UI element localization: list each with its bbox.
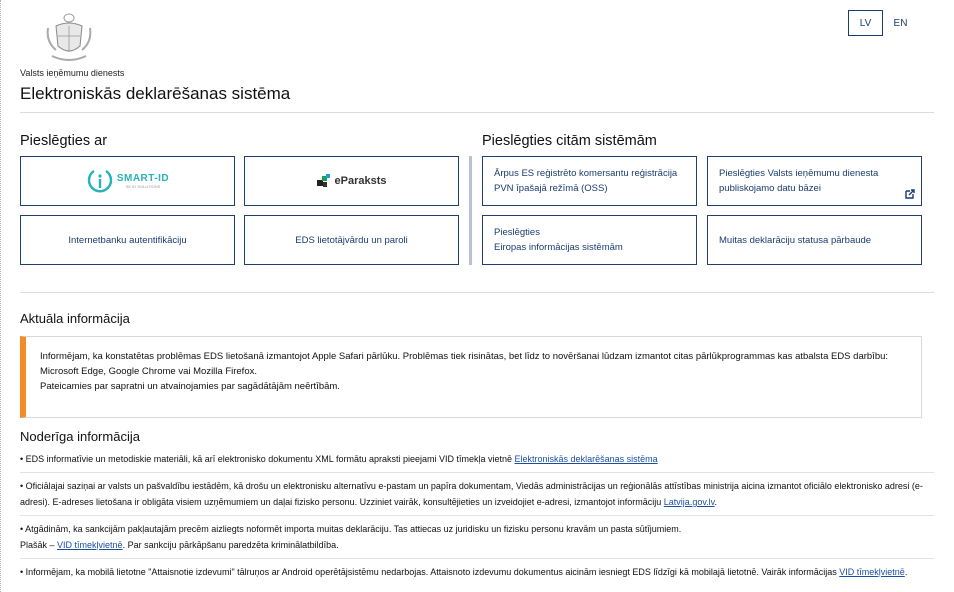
page-title: Elektroniskās deklarēšanas sistēma	[20, 84, 291, 103]
news-title: Aktuāla informācija	[20, 311, 130, 326]
useful-item-text: • Atgādinām, ka sankcijām pakļautajām precēm aizliegts noformēt importa muitas deklarāciju. Tas attiecas uz juridisku un fizisku personu kravām un pasta sūtījumiem.	[20, 524, 682, 534]
eu-systems-label	[494, 225, 623, 255]
eparaksts-logo	[317, 174, 387, 188]
useful-item-end: . Par sankciju pārkāpšanu paredzēta kriminālatbildība.	[122, 540, 339, 550]
lang-en-button[interactable]: EN	[893, 17, 908, 29]
smart-id-icon	[86, 167, 114, 195]
other-systems-title: Pieslēgties citām sistēmām	[482, 133, 657, 149]
external-link-icon	[905, 189, 915, 199]
list-item	[20, 516, 934, 559]
eu-systems-line1: Pieslēgties	[494, 227, 540, 238]
useful-item-more: Plašāk –	[20, 540, 58, 550]
useful-item-end: .	[714, 497, 718, 507]
customs-status-label: Muitas deklarāciju statusa pārbaude	[719, 234, 872, 246]
smart-id-sub: SK ID SOLUTIONS	[125, 184, 161, 189]
eds-user-button[interactable]	[244, 215, 459, 265]
eds-link[interactable]: Elektroniskās deklarēšanas sistēma	[514, 454, 658, 464]
useful-item-end: .	[904, 567, 908, 577]
vid-public-data-button[interactable]	[707, 156, 922, 206]
oss-label: Ārpus ES reģistrēto komersantu reģistrācija PVN īpašajā režīmā (OSS)	[494, 168, 678, 194]
list-item	[20, 446, 934, 473]
language-switcher	[848, 10, 918, 36]
smart-id-logo	[82, 165, 173, 197]
eparaksts-icon	[317, 174, 331, 188]
news-line1: Informējam, ka konstatētas problēmas EDS lietošanā izmantojot Apple Safari pārlūku. Problēmas tiek risinātas, bet līdz to novēršanai lūdzam izmantot citas pārlūkprogrammas kas atbalsta EDS darbību: Microsoft Edge, Google Chrome vai Mozilla Firefox.	[40, 351, 889, 377]
vid-website-link[interactable]: VID tīmekļvietnē	[839, 567, 905, 577]
useful-title: Noderīga informācija	[20, 429, 140, 444]
useful-item-text: • Informējam, ka mobilā lietotne "Attaisnotie izdevumi" tālruņos ar Android operētājsistēmu nedarbojas. Attaisnoto izdevumu dokumentus aicinām iesniegt EDS līdzīgi kā mobilajā lietotnē. Vairāk informācijas	[20, 567, 840, 577]
news-line2: Pateicamies par sapratni un atvainojamies par sagādātājām neērtībām.	[40, 381, 340, 392]
vid-public-data-line2: publiskojamo datu bāzei	[719, 183, 821, 194]
useful-item-text: • EDS informatīvie un metodiskie materiāli, kā arī elektronisko dokumentu XML formātu apraksti pieejami VID tīmekļa vietnē	[20, 454, 515, 464]
eparaksts-label: eParaksts	[334, 175, 387, 187]
eparaksts-button[interactable]	[244, 156, 459, 206]
internet-bank-button[interactable]	[20, 215, 235, 265]
list-item	[20, 473, 934, 516]
smart-id-button[interactable]	[20, 156, 235, 206]
eds-user-label: EDS lietotājvārdu un paroli	[295, 234, 408, 246]
coat-of-arms-icon	[44, 10, 94, 66]
eu-systems-line2: Eiropas informācijas sistēmām	[494, 242, 623, 253]
divider	[20, 292, 934, 293]
divider	[20, 112, 934, 113]
agency-name: Valsts ieņēmumu dienests	[20, 68, 125, 78]
list-item	[20, 559, 934, 585]
internet-bank-label: Internetbanku autentifikāciju	[68, 234, 187, 246]
page-edge	[0, 0, 1, 592]
useful-list	[20, 446, 934, 585]
vid-public-data-label	[719, 166, 878, 196]
oss-button[interactable]	[482, 156, 697, 206]
vid-public-data-line1: Pieslēgties Valsts ieņēmumu dienesta	[719, 168, 879, 179]
login-section-title: Pieslēgties ar	[20, 133, 108, 149]
useful-item-text: • Oficiālajai saziņai ar valsts un pašvaldību iestādēm, kā drošu un elektronisku alternatīvu e-pastam un papīra dokumentam, Viedās administrācijas un reģionālās attīstības ministrija aicina izmantot oficiālo elektronisko adresi (e-adresi). E-adreses lietošana ir obligāta visiem uzņēmumiem un daļai fizisko personu. Uzziniet vairāk, konsultējieties un izveidojiet e-adresi, izmantojot informāciju	[20, 481, 923, 507]
lang-lv-button[interactable]: LV	[848, 10, 883, 36]
site-header	[20, 10, 934, 110]
section-divider	[469, 156, 472, 265]
eu-systems-button[interactable]	[482, 215, 697, 265]
news-notice	[20, 336, 922, 418]
latvija-link[interactable]: Latvija.gov.lv	[663, 497, 715, 507]
smart-id-label: SMART-ID	[116, 173, 170, 184]
customs-status-button[interactable]	[707, 215, 922, 265]
vid-website-link[interactable]: VID tīmekļvietnē	[57, 540, 123, 550]
